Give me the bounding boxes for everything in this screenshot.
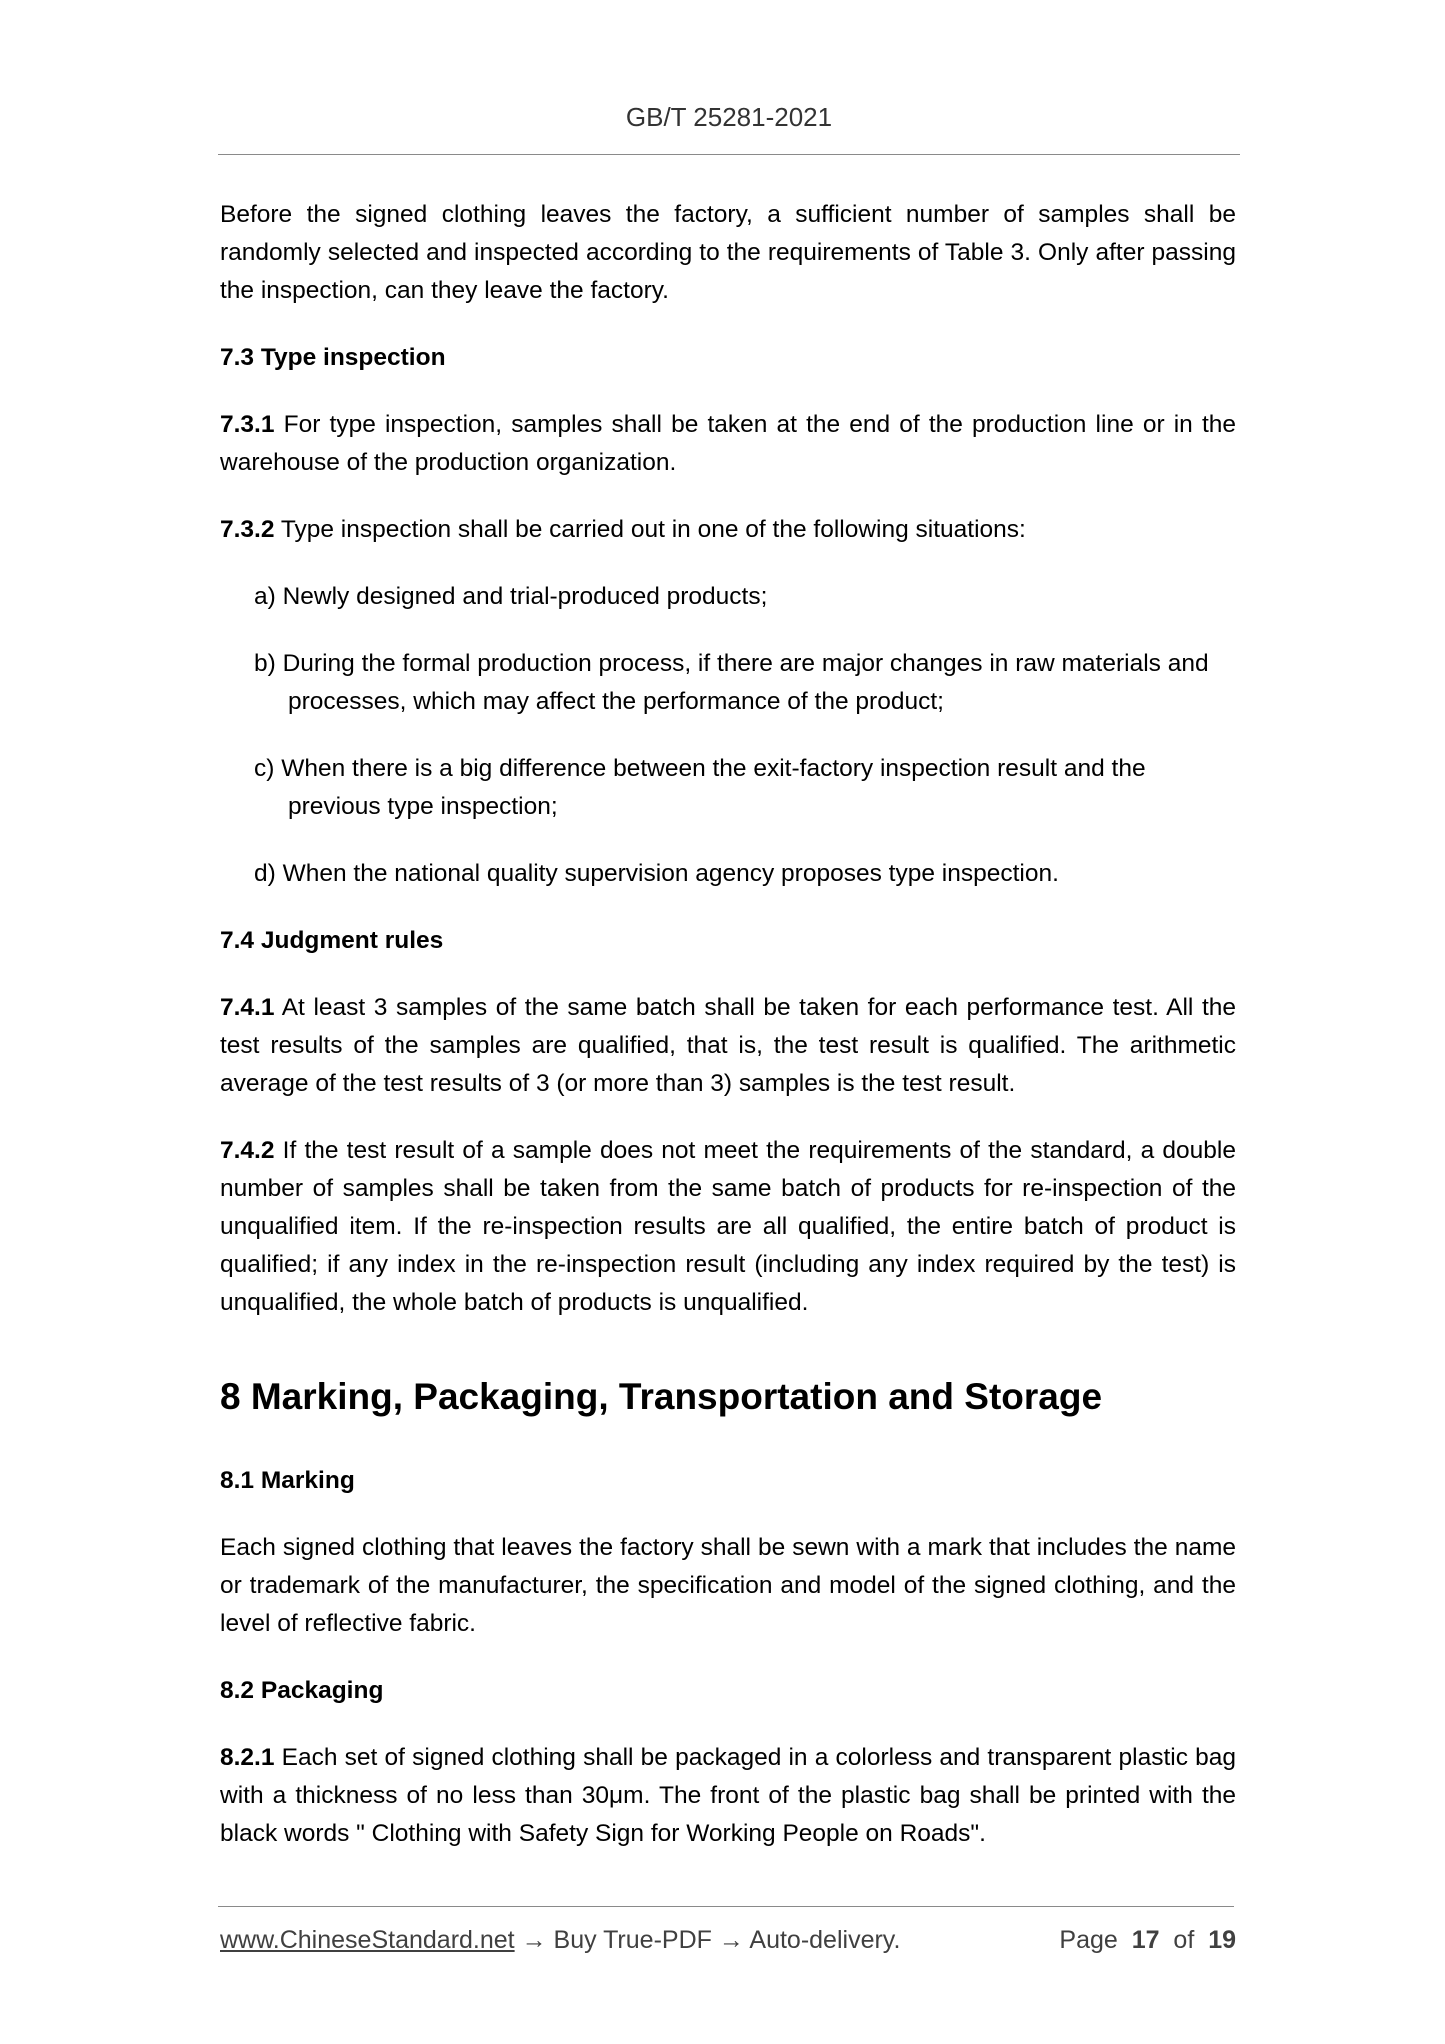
running-header: GB/T 25281-2021	[625, 102, 833, 132]
section-8-2-heading: 8.2 Packaging	[220, 1677, 384, 1704]
list-item-c: c) When there is a big difference between the exit-factory inspection result and the previous type inspection;	[254, 755, 1146, 820]
clause-text: At least 3 samples of the same batch shall be taken for each performance test. All the test results of the samples are qualified, that is, the test result is qualified. The arithmetic average of the test results of 3 (or more than 3) samples is the test result.	[220, 994, 1236, 1097]
clause-text: If the test result of a sample does not meet the requirements of the standard, a double number of samples shall be taken from the same batch of products for re-inspection of the unqualified item. If the re-inspection results are all qualified, the entire batch of product is qualified; if any index in the re-inspection result (including any index required by the test) is unqualified, the whole batch of products is unqualified.	[220, 1137, 1236, 1316]
list-item-a: a) Newly designed and trial-produced products;	[254, 583, 768, 610]
website-link[interactable]: www.ChineseStandard.net	[220, 1926, 515, 1954]
clause-number: 7.4.1	[220, 994, 275, 1021]
clause-number: 8.2.1	[220, 1744, 275, 1771]
clause-number: 7.4.2	[220, 1137, 275, 1164]
section-7-3-heading: 7.3 Type inspection	[220, 344, 446, 371]
page-content	[220, 196, 1236, 1882]
clause-7-4-1	[220, 989, 1236, 1103]
page-label: Page	[1059, 1926, 1118, 1954]
list-item-b: b) During the formal production process, if there are major changes in raw materials and processes, which may affect the performance of the product;	[254, 650, 1209, 715]
section-7-4-heading: 7.4 Judgment rules	[220, 927, 444, 954]
section-8-1-heading: 8.1 Marking	[220, 1467, 355, 1494]
list-item-d: d) When the national quality supervision agency proposes type inspection.	[254, 860, 1059, 887]
page-number	[1059, 1926, 1236, 1955]
clause-7-4-2	[220, 1132, 1236, 1322]
page-of: of	[1173, 1926, 1195, 1954]
page-current: 17	[1131, 1926, 1160, 1954]
intro-paragraph: Before the signed clothing leaves the factory, a sufficient number of samples shall be randomly selected and inspected according to the requirements of Table 3. Only after passing the inspection, can they leave the factory.	[220, 201, 1236, 304]
footer-promo	[220, 1926, 900, 1955]
clause-text: Each set of signed clothing shall be packaged in a colorless and transparent plastic bag with a thickness of no less than 30μm. The front of the plastic bag shall be printed with the black words " Clothing with Safety Sign for Working People on Roads".	[220, 1744, 1236, 1847]
footer-promo-text: → Buy True-PDF → Auto-delivery.	[514, 1926, 901, 1954]
clause-text: For type inspection, samples shall be taken at the end of the production line or in the warehouse of the production organization.	[220, 411, 1236, 476]
page-total: 19	[1208, 1926, 1236, 1954]
clause-8-2-1	[220, 1739, 1236, 1853]
section-8-heading: 8 Marking, Packaging, Transportation and Storage	[220, 1376, 1103, 1417]
clause-7-3-2	[220, 511, 1236, 549]
page-footer	[220, 1926, 1236, 1955]
footer-divider	[218, 1906, 1234, 1907]
clause-7-3-1	[220, 406, 1236, 482]
clause-number: 7.3.2	[220, 516, 275, 543]
clause-number: 7.3.1	[220, 411, 275, 438]
header-divider	[218, 154, 1240, 155]
clause-text: Type inspection shall be carried out in one of the following situations:	[274, 516, 1026, 543]
clause-8-1-text: Each signed clothing that leaves the factory shall be sewn with a mark that includes the name or trademark of the manufacturer, the specification and model of the signed clothing, and the level of reflective fabric.	[220, 1534, 1236, 1637]
